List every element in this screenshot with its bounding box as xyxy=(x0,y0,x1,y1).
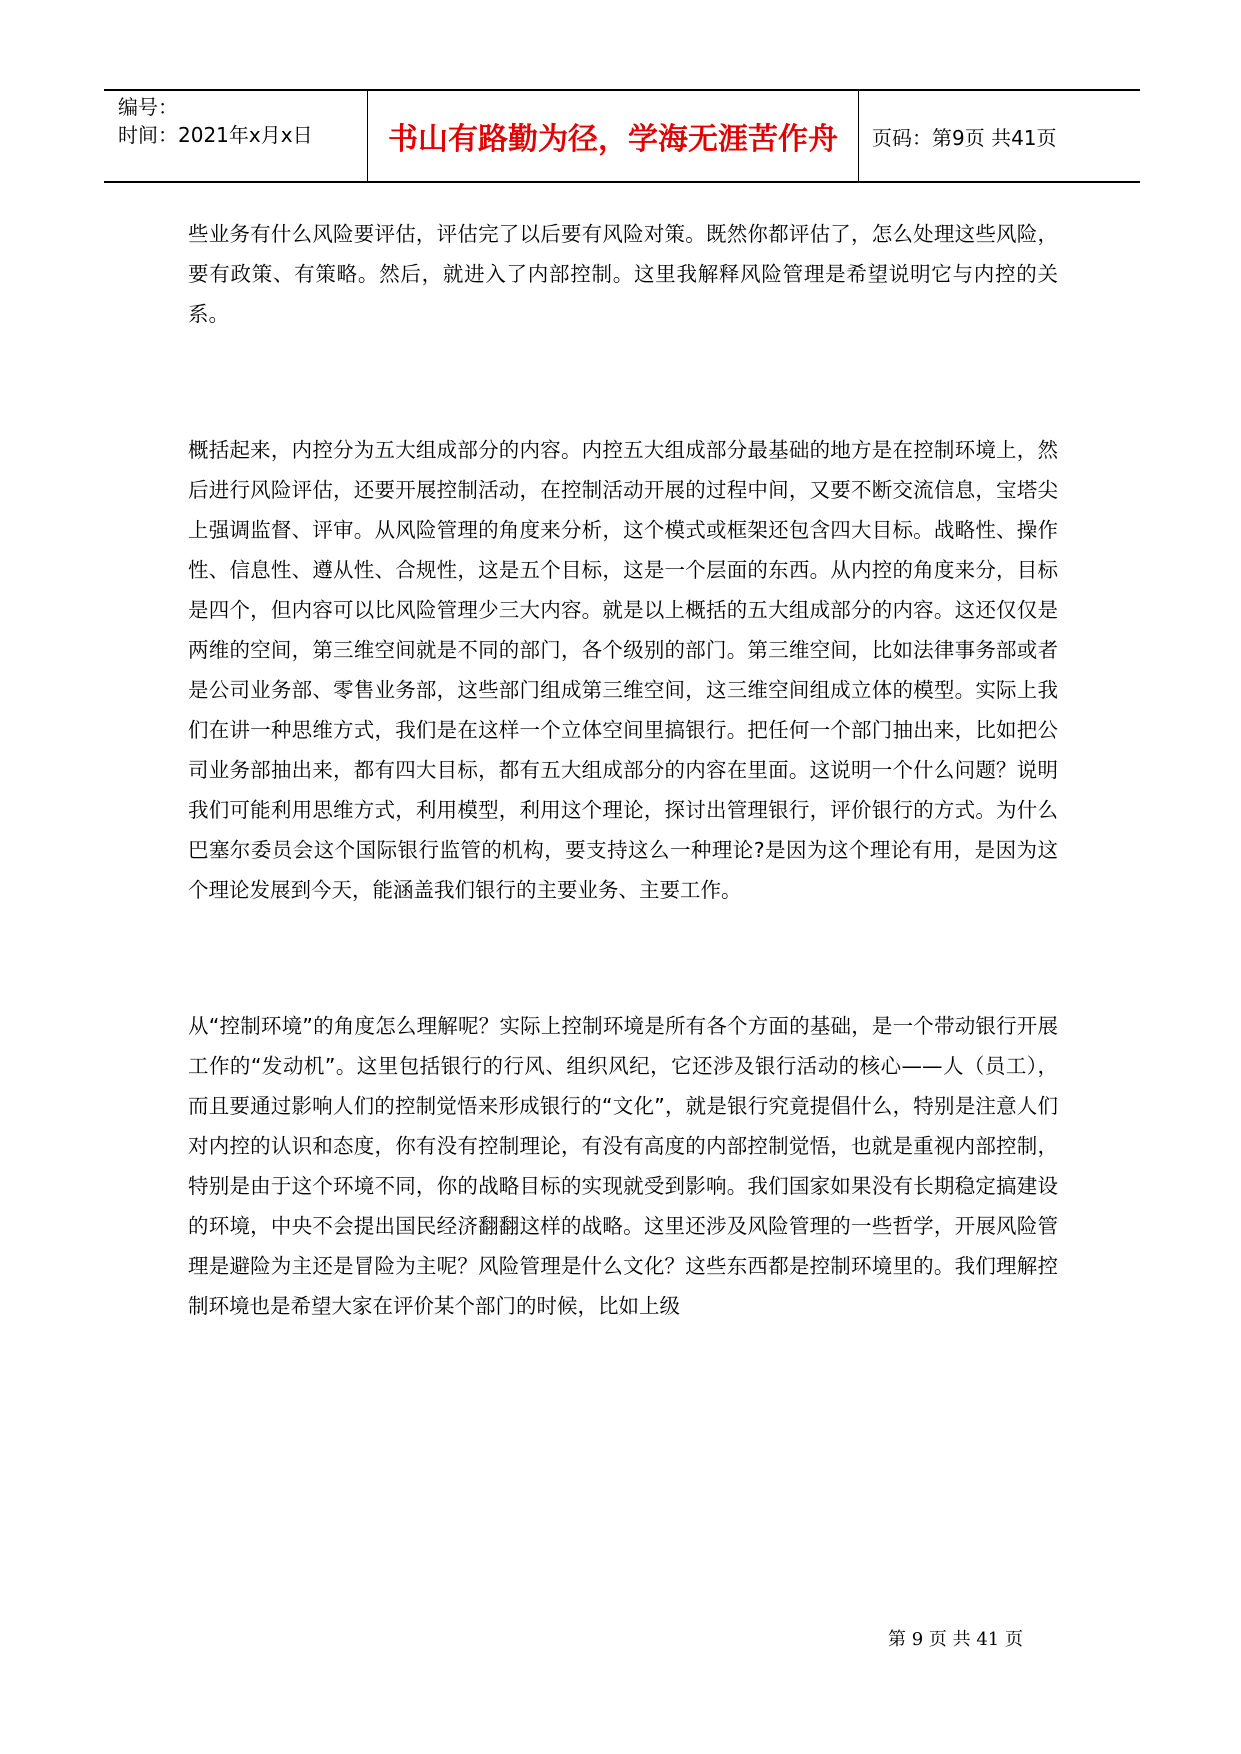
page-header xyxy=(104,89,1140,183)
serial-number-label: 编号： xyxy=(118,95,178,119)
body-paragraph: 概括起来，内控分为五大组成部分的内容。内控五大组成部分最基础的地方是在控制环境上，然后进行风险评估，还要开展控制活动，在控制活动开展的过程中间，又要不断交流信息，宝塔尖上强调监督、评审。从风险管理的角度来分析，这个模式或框架还包含四大目标。战略性、操作性、信息性、遵从性、合规性，这是五个目标，这是一个层面的东西。从内控的角度来分，目标是四个，但内容可以比风险管理少三大内容。就是以上概括的五大组成部分的内容。这还仅仅是两维的空间，第三维空间就是不同的部门，各个级别的部门。第三维空间，比如法律事务部或者是公司业务部、零售业务部，这些部门组成第三维空间，这三维空间组成立体的模型。实际上我们在讲一种思维方式，我们是在这样一个立体空间里搞银行。把任何一个部门抽出来，比如把公司业务部抽出来，都有四大目标，都有五大组成部分的内容在里面。这说明一个什么问题？说明我们可能利用思维方式，利用模型，利用这个理论，探讨出管理银行，评价银行的方式。为什么巴塞尔委员会这个国际银行监管的机构，要支持这么一种理论?是因为这个理论有用，是因为这个理论发展到今天，能涵盖我们银行的主要业务、主要工作。 xyxy=(188,438,1058,902)
body-paragraph: 些业务有什么风险要评估，评估完了以后要有风险对策。既然你都评估了，怎么处理这些风险，要有政策、有策略。然后，就进入了内部控制。这里我解释风险管理是希望说明它与内控的关系。 xyxy=(188,222,1058,326)
page-footer: 第 9 页 共 41 页 xyxy=(888,1629,1023,1650)
header-motto: 书山有路勤为径，学海无涯苦作舟 xyxy=(388,122,838,157)
header-page-info: 页码：第9页 共41页 xyxy=(872,125,1057,150)
body-paragraph: 从“控制环境”的角度怎么理解呢？实际上控制环境是所有各个方面的基础，是一个带动银行开展工作的“发动机”。这里包括银行的行风、组织风纪，它还涉及银行活动的核心——人（员工），而且要通过影响人们的控制觉悟来形成银行的“文化”，就是银行究竟提倡什么，特别是注意人们对内控的认识和态度，你有没有控制理论，有没有高度的内部控制觉悟，也就是重视内部控制，特别是由于这个环境不同，你的战略目标的实现就受到影响。我们国家如果没有长期稳定搞建设的环境，中央不会提出国民经济翻翻这样的战略。这里还涉及风险管理的一些哲学，开展风险管理是避险为主还是冒险为主呢？风险管理是什么文化？这些东西都是控制环境里的。我们理解控制环境也是希望大家在评价某个部门的时候，比如上级 xyxy=(188,1014,1058,1318)
date-line: 时间：2021年x月x日 xyxy=(118,123,313,147)
header-divider xyxy=(858,91,859,181)
document-body xyxy=(188,214,1058,1422)
